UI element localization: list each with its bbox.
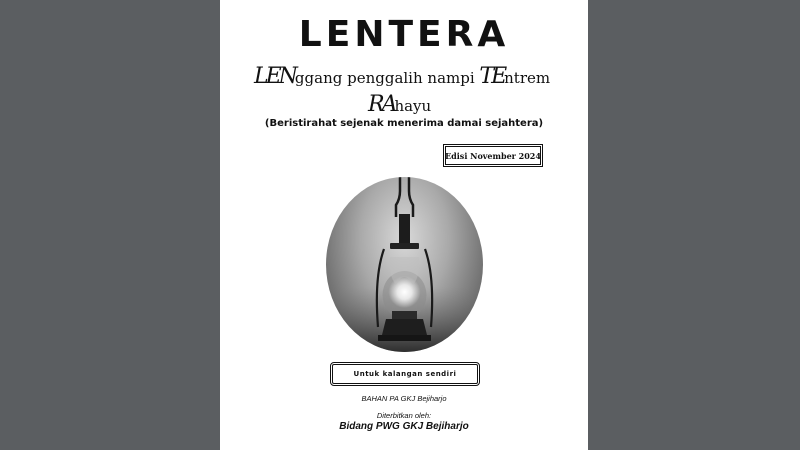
tagline-line-1 (254, 64, 550, 89)
document-title: LENTERA (298, 14, 510, 55)
tagline-cap-ra: RA (368, 92, 395, 117)
tagline-cap-len: LEN (254, 64, 295, 89)
tagline-line-2 (368, 92, 431, 117)
published-by-label: Diterbitkan oleh: (376, 411, 432, 420)
document-subtitle: (Beristirahat sejenak menerima damai sejahtera) (264, 118, 544, 129)
material-line: BAHAN PA GKJ Bejiharjo (361, 394, 447, 403)
scope-label-box (330, 362, 480, 386)
tagline-cap-te: TE (479, 64, 505, 89)
document-page (220, 0, 588, 450)
edition-label: Edisi November 2024 (445, 150, 541, 161)
lantern-illustration (326, 177, 483, 352)
edition-badge (443, 144, 543, 167)
tagline-text-2: ntrem (504, 69, 551, 87)
publisher-name: Bidang PWG GKJ Bejiharjo (339, 421, 469, 432)
tagline-text-3: hayu (394, 97, 432, 115)
lantern-photo (326, 177, 483, 352)
scope-label: Untuk kalangan sendiri (353, 370, 457, 378)
tagline-text-1: ggang penggalih nampi (294, 69, 480, 87)
